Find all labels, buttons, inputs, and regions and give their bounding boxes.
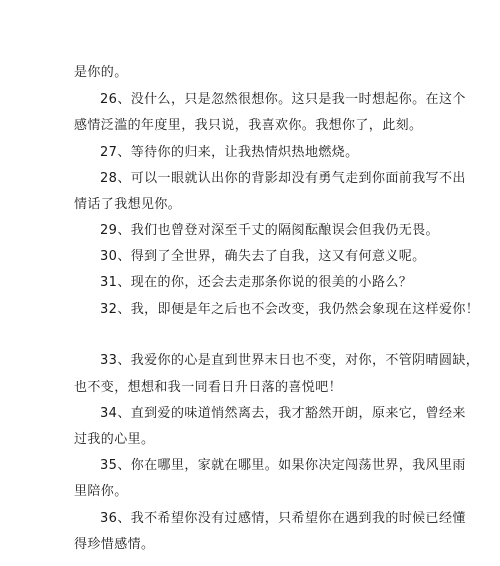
text-line: 里陪你。 [74, 484, 128, 499]
text-line: 得珍惜感情。 [74, 537, 155, 552]
text-line: 31、现在的你，还会去走那条你说的很美的小路么？ [100, 275, 413, 290]
text-line: 情话了我想见你。 [74, 197, 182, 212]
text-line: 感情泛滥的年度里，我只说，我喜欢你。我想你了，此刻。 [74, 118, 423, 133]
text-line: 26、没什么，只是忽然很想你。这只是我一时想起你。在这个 [100, 92, 466, 107]
text-line: 29、我们也曾登对深至千丈的隔阂酝酿误会但我仍无畏。 [100, 223, 439, 238]
text-line: 32、我，即便是年之后也不会改变，我仍然会象现在这样爱你！ [100, 302, 480, 317]
text-line: 30、得到了全世界，确失去了自我，这又有何意义呢。 [100, 249, 426, 264]
text-line: 33、我爱你的心是直到世界末日也不变，对你，不管阴晴圆缺， [100, 353, 480, 368]
text-line: 过我的心里。 [74, 432, 155, 447]
text-line: 是你的。 [74, 65, 128, 80]
text-line: 35、你在哪里，家就在哪里。如果你决定闯荡世界，我风里雨 [100, 458, 466, 473]
text-line: 36、我不希望你没有过感情，只希望你在遇到我的时候已经懂 [100, 511, 466, 526]
text-line: 28、可以一眼就认出你的背影却没有勇气走到你面前我写不出 [100, 171, 466, 186]
text-line: 也不变，想想和我一同看日升日落的喜悦吧！ [74, 380, 343, 395]
text-line: 34、直到爱的味道悄然离去，我才豁然开朗，原来它，曾经来 [100, 406, 466, 421]
text-line: 27、等待你的归来，让我热情炽热地燃烧。 [100, 145, 359, 160]
